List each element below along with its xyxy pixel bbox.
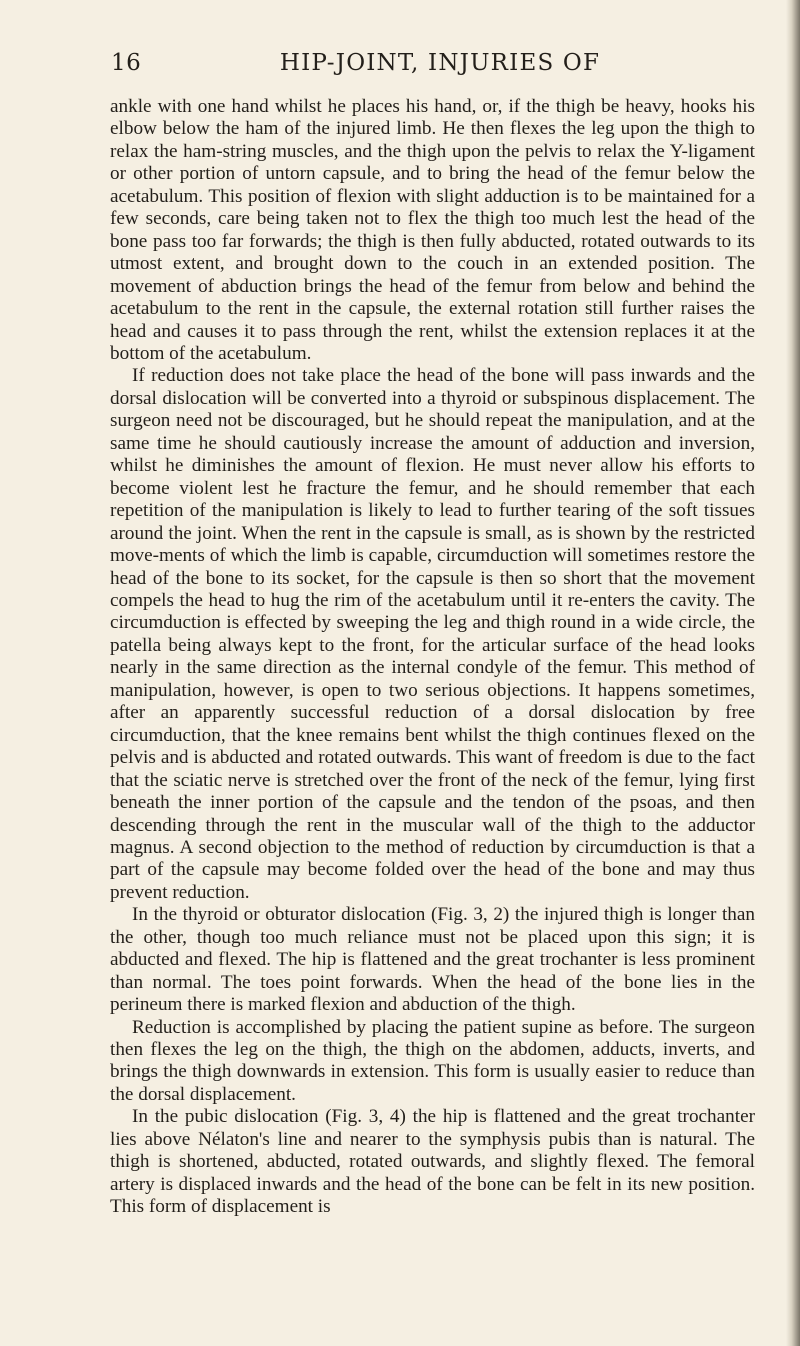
paragraph: In the thyroid or obturator dislocation (Fig. 3, 2) the injured thigh is longer than the other, though too much reliance must not be placed upon this sign; it is abducted and flexed. The hip is flattened and the great trochanter is less prominent than normal. The toes point forwards. When the head of the bone lies in the perineum there is marked flexion and abduction of the thigh. <box>110 904 755 1016</box>
paragraph: Reduction is accomplished by placing the patient supine as before. The surgeon then flexes the leg on the thigh, the thigh on the abdomen, adducts, inverts, and brings the thigh downwards in extension. This form is usually easier to reduce than the dorsal displacement. <box>110 1016 755 1105</box>
body-text <box>110 96 755 1219</box>
running-head: HIP-JOINT, INJURIES OF <box>279 50 601 76</box>
page-header <box>0 48 800 84</box>
paragraph: In the pubic dislocation (Fig. 3, 4) the hip is flattened and the great trochanter lies above Nélaton's line and nearer to the symphysis pubis than is natural. The thigh is shortened, abducted, rotated outwards, and slightly flexed. The femoral artery is displaced inwards and the head of the bone can be felt in its new position. This form of displacement is <box>110 1106 755 1218</box>
page-edge-shadow <box>786 0 800 1346</box>
paragraph: If reduction does not take place the head of the bone will pass inwards and the dorsal dislocation will be converted into a thyroid or subspinous displacement. The surgeon need not be discouraged, but he should repeat the manipulation, and at the same time he should cautiously increase the amount of adduction and inversion, whilst he diminishes the amount of flexion. He must never allow his efforts to become violent lest he fracture the femur, and he should remember that each repetition of the manipulation is likely to lead to further tearing of the soft tissues around the joint. When the rent in the capsule is small, as is shown by the restricted move-ments of which the limb is capable, circumduction will sometimes restore the head of the bone to its socket, for the capsule is then so short that the movement compels the head to hug the rim of the acetabulum until it re-enters the cavity. The circumduction is effected by sweeping the leg and thigh round in a wide circle, the patella being always kept to the front, for the articular surface of the head looks nearly in the same direction as the internal condyle of the femur. This method of manipulation, however, is open to two serious objections. It happens sometimes, after an apparently successful reduction of a dorsal dislocation by free circumduction, that the knee remains bent whilst the thigh continues flexed on the pelvis and is abducted and rotated outwards. This want of freedom is due to the fact that the sciatic nerve is stretched over the front of the neck of the femur, lying first beneath the inner portion of the capsule and the tendon of the psoas, and then descending through the rent in the muscular wall of the thigh to the adductor magnus. A second objection to the method of reduction by circumduction is that a part of the capsule may become folded over the head of the bone and may thus prevent reduction. <box>110 365 755 903</box>
page-number: 16 <box>111 50 142 76</box>
paragraph: ankle with one hand whilst he places his hand, or, if the thigh be heavy, hooks his elbow below the ham of the injured limb. He then flexes the leg upon the thigh to relax the ham-string muscles, and the thigh upon the pelvis to relax the Y-ligament or other portion of untorn capsule, and to bring the head of the femur below the acetabulum. This position of flexion with slight adduction is to be maintained for a few seconds, care being taken not to flex the thigh too much lest the head of the bone pass too far forwards; the thigh is then fully abducted, rotated outwards to its utmost extent, and brought down to the couch in an extended position. The movement of abduction brings the head of the femur from below and behind the acetabulum to the rent in the capsule, the external rotation still further raises the head and causes it to pass through the rent, whilst the extension replaces it at the bottom of the acetabulum. <box>110 96 755 364</box>
